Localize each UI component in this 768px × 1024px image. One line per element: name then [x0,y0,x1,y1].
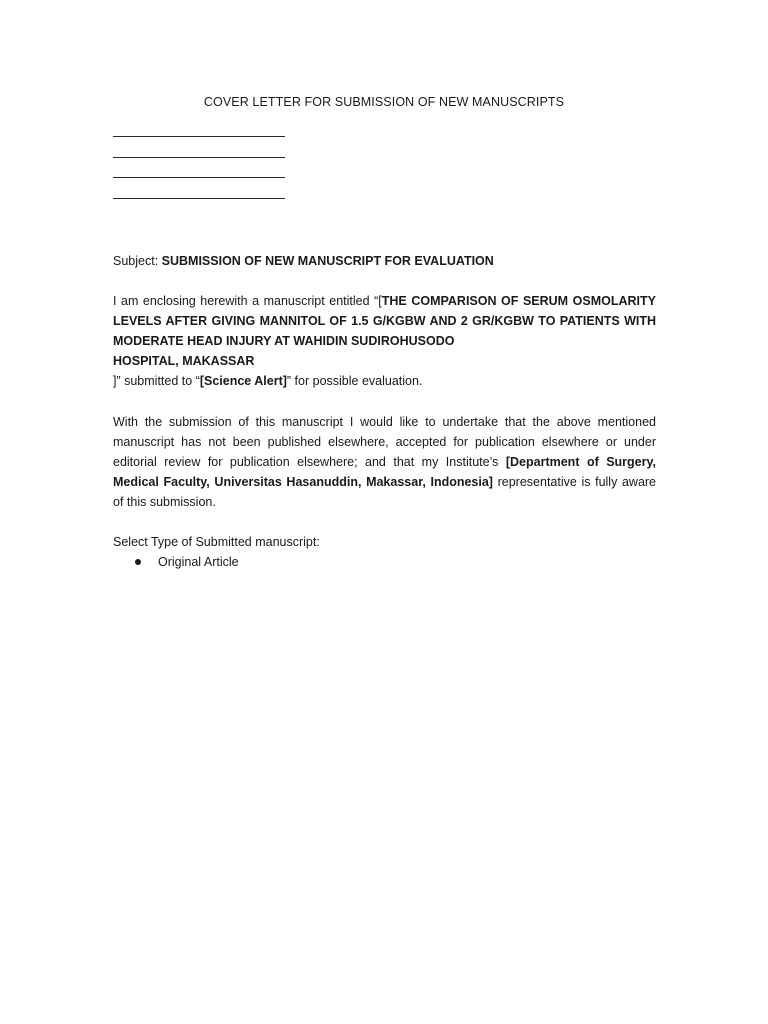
document-title: COVER LETTER FOR SUBMISSION OF NEW MANUSCRIPTS [203,95,565,109]
journal-name: [Science Alert] [199,374,287,388]
manuscript-type-label: Original Article [158,555,239,569]
manuscript-title-end: HOSPITAL, MAKASSAR [113,354,255,368]
subject-label: Subject: [113,254,162,268]
subject-text: SUBMISSION OF NEW MANUSCRIPT FOR EVALUATION [161,254,494,268]
select-type-label: Select Type of Submitted manuscript: [113,535,320,549]
manuscript-type-list [113,552,656,572]
address-line [113,177,285,178]
address-line [113,198,285,199]
list-item [113,552,656,572]
manuscript-paragraph [113,291,656,391]
paragraph1-middle: ]” submitted to “ [113,374,200,388]
manuscript-title: THE COMPARISON OF SERUM OSMOLARITY LEVELS AFTER GIVING MANNITOL OF 1.5 G/KGBW AND 2 GR/KGBW TO PATIENTS WITH MODERATE HEAD INJURY AT WAHIDIN SUDIROHUSODO [113,294,656,348]
institute-name: [Department of Surgery, Medical Faculty, Universitas Hasanuddin, Makassar, Indonesia] [113,455,656,489]
paragraph2-lead: With the submission of this manuscript I would like to undertake that the above mentioned manuscript has not been published elsewhere, accepted for publication elsewhere or under editorial review for publication elsewhere; and that my Institute’s [113,415,656,469]
subject-line [113,251,656,271]
bullet-icon [135,559,141,565]
paragraph2-tail: representative is fully aware of this submission. [113,475,657,509]
address-line [113,157,285,158]
paragraph1-lead: I am enclosing herewith a manuscript entitled “[ [113,294,382,308]
paragraph1-tail: ” for possible evaluation. [286,374,423,388]
address-line [113,136,285,137]
address-blank-lines [113,136,285,218]
undertaking-paragraph [113,412,656,512]
